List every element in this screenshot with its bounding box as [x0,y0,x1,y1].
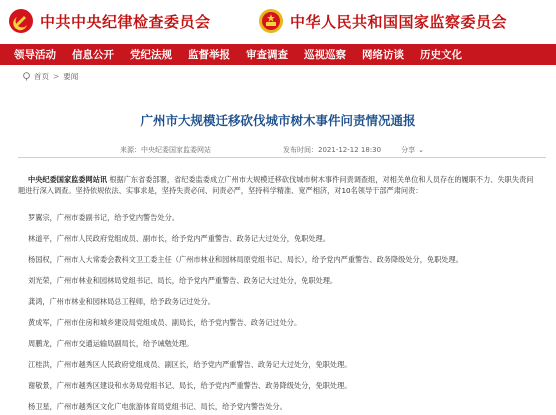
nav-item-investigation[interactable]: 审查调查 [246,49,288,61]
list-item: 谢敬景，广州市越秀区建设和水务局党组书记、局长，给予党内严重警告、政务降级处分，免职处理。 [28,381,352,390]
nav-item-regulations[interactable]: 党纪法规 [130,49,172,61]
nsc-title: 中华人民共和国国家监察委员会 [290,12,508,31]
article-source: 来源：中央纪委国家监委网站 [120,146,211,154]
list-item: 周鹏龙，广州市交通运输局副局长，给予诫勉处理。 [28,339,194,348]
breadcrumb-home[interactable]: 首页 [34,72,49,81]
ccdi-brand[interactable] [8,8,211,34]
nav-item-interviews[interactable]: 网络访谈 [362,49,404,61]
party-emblem-icon [8,8,34,34]
article-title: 广州市大规模迁移砍伐城市树木事件问责情况通报 [140,113,416,128]
intro-body: 根据广东省委部署，省纪委监委成立广州市大规模迁移砍伐城市树木事件问责调查组，对相关单位和人员存在的履职不力、失职失责问题进行深入调查。坚持依规依法、实事求是，坚持失责必问、问责必严，坚持科学精准、宽严相济，对10名领导干部严肃问责： [18,175,534,195]
share-icon: ⌄ [418,146,424,154]
list-item: 杨卫星，广州市越秀区文化广电旅游体育局党组书记、局长，给予党内警告处分。 [28,402,287,411]
nsc-brand[interactable] [258,8,507,34]
intro-lead: 中央纪委国家监委网站讯 [28,175,108,184]
list-item: 龚鸿，广州市林业和园林局总工程师，给予政务记过处分。 [28,297,215,306]
breadcrumb [22,71,78,82]
breadcrumb-current[interactable]: 要闻 [63,72,79,81]
national-emblem-icon [258,8,284,34]
breadcrumb-separator: > [53,72,60,81]
meta-divider [18,157,546,158]
main-nav [0,44,556,65]
share-label: 分享 [401,146,416,154]
article-meta [120,145,424,155]
list-item: 黄成军，广州市住房和城乡建设局党组成员、副局长，给予党内警告、政务记过处分。 [28,318,302,327]
list-item: 罗翼宗，广州市委副书记，给予党内警告处分。 [28,213,179,222]
nav-item-inspection[interactable]: 巡视巡察 [304,49,346,61]
ccdi-title: 中共中央纪律检查委员会 [40,12,211,31]
site-header [0,0,556,44]
nav-item-history[interactable]: 历史文化 [420,49,462,61]
list-item: 刘光荣，广州市林业和园林局党组书记、局长，给予党内严重警告、政务记大过处分，免职处理。 [28,276,338,285]
list-item: 杨国权，广州市人大常委会教科文卫工委主任（广州市林业和园林局原党组书记、局长），给予党内严重警告、政务降级处分，免职处理。 [28,255,463,264]
home-icon [22,72,31,81]
article-page [0,65,556,415]
list-item: 林道平，广州市人民政府党组成员、副市长，给予党内严重警告、政务记大过处分，免职处理。 [28,234,330,243]
share-button[interactable] [401,145,424,155]
list-item: 江桂洪，广州市越秀区人民政府党组成员、副区长，给予党内严重警告、政务记大过处分，免职处理。 [28,360,352,369]
nav-item-leadership[interactable]: 领导活动 [14,49,56,61]
nav-item-disclosure[interactable]: 信息公开 [72,49,114,61]
article-intro [18,174,538,196]
article-date: 发布时间：2021-12-12 18:30 [283,146,382,154]
nav-item-reporting[interactable]: 监督举报 [188,49,230,61]
